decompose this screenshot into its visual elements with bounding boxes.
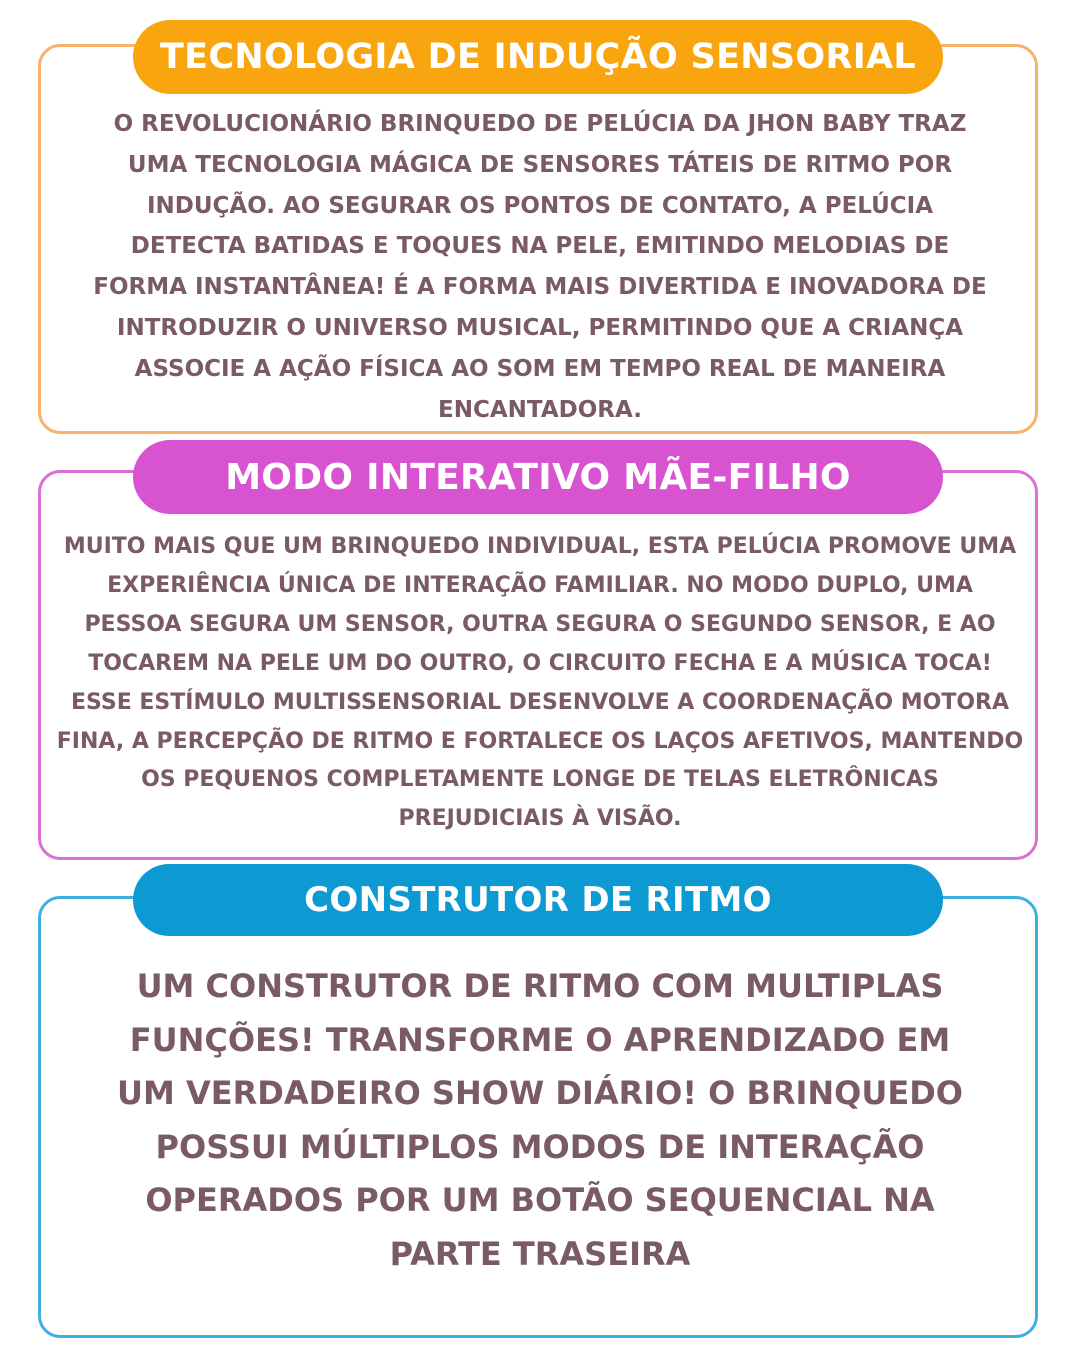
sensory-induction-text: O REVOLUCIONÁRIO BRINQUEDO DE PELÚCIA DA JHON BABY TRAZ UMA TECNOLOGIA MÁGICA DE SENSORES TÁTEIS DE RITMO POR INDUÇÃO. AO SEGURAR OS PONTOS DE CONTATO, A PELÚCIA DETECTA BATIDAS E TOQUES NA PELE, EMITINDO MELODIAS DE FORMA INSTANTÂNEA! É A FORMA MAIS DIVERTIDA E INOVADORA DE INTRODUZIR O UNIVERSO MUSICAL, PERMITINDO QUE A CRIANÇA ASSOCIE A AÇÃO FÍSICA AO SOM EM TEMPO REAL DE MANEIRA ENCANTADORA. bbox=[93, 111, 987, 423]
rhythm-builder-title: CONSTRUTOR DE RITMO bbox=[133, 864, 943, 936]
sensory-induction-title: TECNOLOGIA DE INDUÇÃO SENSORIAL bbox=[133, 20, 943, 94]
rhythm-builder-text: UM CONSTRUTOR DE RITMO COM MULTIPLAS FUNÇÕES! TRANSFORME O APRENDIZADO EM UM VERDADEIRO SHOW DIÁRIO! O BRINQUEDO POSSUI MÚLTIPLOS MODOS DE INTERAÇÃO OPERADOS POR UM BOTÃO SEQUENCIAL NA PARTE TRASEIRA bbox=[117, 967, 963, 1273]
mother-child-mode-title: MODO INTERATIVO MÃE-FILHO bbox=[133, 440, 943, 514]
mother-child-mode-text: MUITO MAIS QUE UM BRINQUEDO INDIVIDUAL, ESTA PELÚCIA PROMOVE UMA EXPERIÊNCIA ÚNICA DE INTERAÇÃO FAMILIAR. NO MODO DUPLO, UMA PESSOA SEGURA UM SENSOR, OUTRA SEGURA O SEGUNDO SENSOR, E AO TOCAREM NA PELE UM DO OUTRO, O CIRCUITO FECHA E A MÚSICA TOCA! ESSE ESTÍMULO MULTISSENSORIAL DESENVOLVE A COORDENAÇÃO MOTORA FINA, A PERCEPÇÃO DE RITMO E FORTALECE OS LAÇOS AFETIVOS, MANTENDO OS PEQUENOS COMPLETAMENTE LONGE DE TELAS ELETRÔNICAS PREJUDICIAIS À VISÃO. bbox=[56, 534, 1024, 832]
